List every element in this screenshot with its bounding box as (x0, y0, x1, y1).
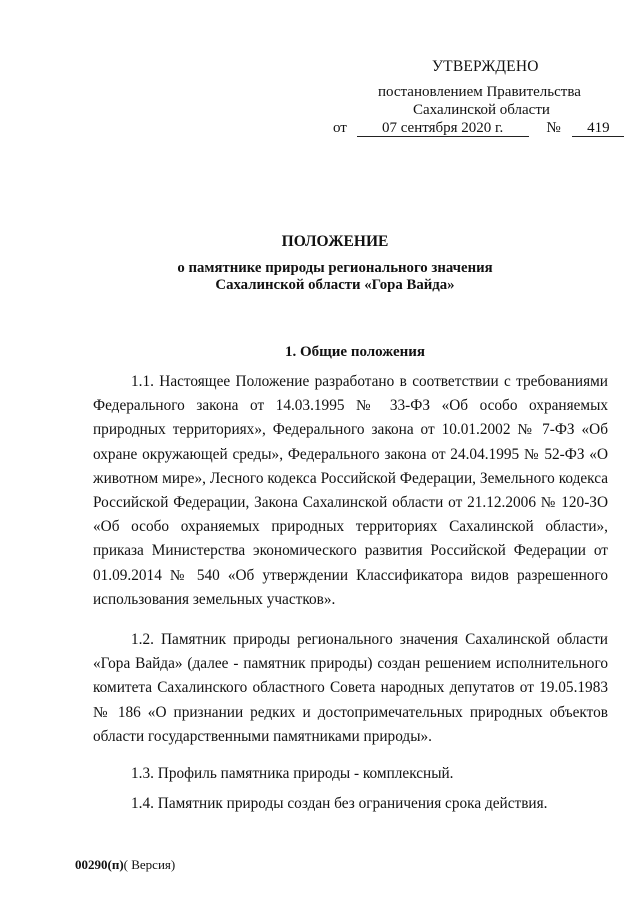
approval-region: Сахалинской области (413, 102, 550, 118)
approval-date-row (333, 120, 624, 137)
number-prefix: № (546, 120, 561, 136)
paragraph-1-1: 1.1. Настоящее Положение разработано в соответствии с требованиями Федерального закона от 14.03.1995 № 33-ФЗ «Об особо охраняемых природных территориях», Федерального закона от 10.01.2002 № 7-ФЗ «Об охране окружающей среды», Федерального закона от 24.04.1995 № 52-ФЗ «О животном мире», Лесного кодекса Российской Федерации, Земельного кодекса Российской Федерации, Закона Сахалинской области от 21.12.2006 № 120-ЗО «Об особо охраняемых природных территориях Сахалинской области», приказа Министерства экономического развития Российской Федерации от 01.09.2014 № 540 «Об утверждении Классификатора видов разрешенного использования земельных участков». (93, 373, 608, 608)
footer-version: ( Версия) (123, 857, 176, 872)
paragraph-1-3: 1.3. Профиль памятника природы - комплексный. (131, 765, 454, 782)
document-subtitle-line1: о памятнике природы регионального значения (177, 260, 493, 276)
approval-authority: постановлением Правительства (378, 84, 581, 100)
date-prefix: от (333, 120, 347, 136)
approval-title: УТВЕРЖДЕНО (432, 58, 539, 75)
footer-doc-code: 00290(п) (75, 857, 124, 872)
footer-code (75, 857, 175, 873)
approval-date: 07 сентября 2020 г. (357, 121, 529, 137)
section-heading: 1. Общие положения (284, 344, 426, 360)
approval-number: 419 (572, 121, 624, 137)
document-subtitle-line2: Сахалинской области «Гора Вайда» (215, 277, 455, 293)
document-title: ПОЛОЖЕНИЕ (281, 233, 389, 250)
paragraph-1-4: 1.4. Памятник природы создан без ограничения срока действия. (131, 795, 548, 812)
paragraph-1-2: 1.2. Памятник природы регионального значения Сахалинской области «Гора Вайда» (далее - памятник природы) создан решением исполнительного комитета Сахалинского областного Совета народных депутатов от 19.05.1983 № 186 «О признании редких и достопримечательных природных объектов области государственными памятниками природы». (93, 631, 608, 745)
